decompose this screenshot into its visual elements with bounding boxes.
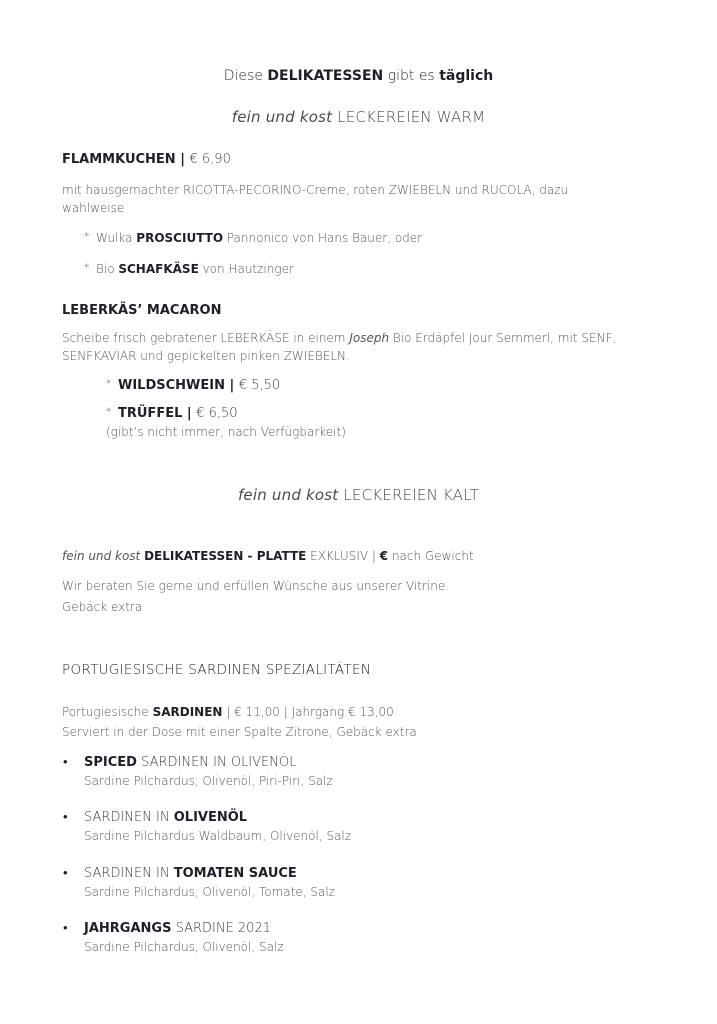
leberkaes-option-2-note: (gibt’s nicht immer, nach Verfügbarkeit) [106, 425, 346, 439]
bullet-icon: * [84, 230, 90, 243]
platte-euro: € [379, 549, 389, 563]
leberkaes-desc-line2: SENFKAVIAR und gepickelten pinken ZWIEBELN. [62, 349, 350, 363]
section-heading-kalt [0, 486, 717, 504]
flammkuchen-title [62, 152, 231, 167]
sardinen-intro-line2: Serviert in der Dose mit einer Spalte Zitrone, Gebäck extra [62, 725, 417, 739]
sardine-item-title [84, 755, 296, 770]
dish-name: FLAMMKUCHEN [62, 152, 176, 167]
option-text: Bio [96, 262, 119, 276]
sardine-item-desc: Sardine Pilchardus, Olivenöl, Salz [84, 940, 284, 954]
desc-italic: Joseph [349, 331, 390, 345]
bullet-icon: • [63, 866, 68, 881]
option-text-post: von Hautzinger [198, 262, 294, 276]
item-text-post: SARDINE 2021 [171, 921, 271, 936]
item-bold: SPICED [84, 755, 137, 770]
sardine-item-title [84, 810, 247, 825]
title-bold-2: täglich [439, 68, 494, 84]
option-price: € 6,50 [196, 406, 238, 421]
bullet-icon: • [63, 755, 68, 770]
item-bold: OLIVENÖL [173, 810, 248, 825]
desc-text-post: Bio Erdäpfel Jour Semmerl, mit SENF, [389, 331, 617, 345]
section-heading-caps: LECKEREIEN KALT [343, 486, 480, 504]
sardine-item-desc: Sardine Pilchardus Waldbaum, Olivenöl, Salz [84, 829, 352, 843]
platte-bold: DELIKATESSEN - PLATTE [144, 549, 307, 563]
intro-bold: SARDINEN [152, 705, 223, 719]
intro-text: Portugiesische [62, 705, 153, 719]
platte-text: EXKLUSIV | [306, 549, 380, 563]
title-text-mid: gibt es [383, 68, 440, 84]
platte-desc-line2: Gebäck extra [62, 600, 143, 614]
dish-price: € 6,90 [189, 152, 231, 167]
section-heading-italic: fein und kost [231, 108, 338, 126]
option-name: TRÜFFEL [118, 406, 183, 421]
bullet-icon: * [106, 405, 112, 418]
flammkuchen-desc-line2: wahlweise [62, 201, 125, 215]
separator: | [224, 378, 239, 393]
title-text: Diese [223, 68, 268, 84]
leberkaes-title: LEBERKÄS’ MACARON [62, 303, 222, 318]
sardine-item-title [84, 921, 271, 936]
platte-italic: fein und kost [62, 549, 145, 563]
item-bold: TOMATEN SAUCE [173, 866, 297, 881]
bullet-icon: • [63, 921, 68, 936]
platte-price: nach Gewicht [388, 549, 474, 563]
leberkaes-desc-line1 [62, 331, 616, 345]
platte-title [62, 549, 474, 563]
separator: | [182, 406, 197, 421]
separator: | [222, 705, 235, 719]
bullet-icon: * [106, 377, 112, 390]
option-price: € 5,50 [238, 378, 281, 393]
separator: | [175, 152, 190, 167]
flammkuchen-option-2 [96, 262, 294, 276]
option-text-post: Pannonico von Hans Bauer, oder [223, 231, 423, 245]
item-text: SARDINEN IN [84, 810, 174, 825]
section-heading-caps: LECKEREIEN WARM [337, 108, 486, 126]
flammkuchen-desc-line1: mit hausgemachter RICOTTA-PECORINO-Creme, roten ZWIEBELN und RUCOLA, dazu [62, 183, 569, 197]
section-heading-warm [0, 108, 717, 126]
leberkaes-option-1 [118, 378, 280, 393]
intro-price-2: € 13,00 [348, 705, 394, 719]
title-bold: DELIKATESSEN [267, 68, 384, 84]
item-bold: JAHRGANGS [84, 921, 172, 936]
sardine-item-title [84, 866, 297, 881]
sardinen-intro [62, 705, 394, 719]
flammkuchen-option-1 [96, 231, 422, 245]
intro-price: € 11,00 [234, 705, 280, 719]
intro-text-mid: | Jahrgang [279, 705, 349, 719]
option-bold: PROSCIUTTO [136, 231, 224, 245]
leberkaes-option-2 [118, 406, 238, 421]
item-text-post: SARDINEN IN OLIVENÖL [136, 755, 297, 770]
bullet-icon: • [63, 810, 68, 825]
page-title [0, 68, 717, 84]
section-heading-italic: fein und kost [237, 486, 344, 504]
bullet-icon: * [84, 261, 90, 274]
sardine-item-desc: Sardine Pilchardus, Olivenöl, Tomate, Salz [84, 885, 335, 899]
option-name: WILDSCHWEIN [118, 378, 225, 393]
sardine-item-desc: Sardine Pilchardus, Olivenöl, Piri-Piri, Salz [84, 774, 333, 788]
option-text: Wulka [96, 231, 137, 245]
option-bold: SCHAFKÄSE [118, 262, 199, 276]
desc-text: Scheibe frisch gebratener LEBERKÄSE in einem [62, 331, 350, 345]
item-text: SARDINEN IN [84, 866, 174, 881]
platte-desc-line1: Wir beraten Sie gerne und erfüllen Wünsche aus unserer Vitrine. [62, 579, 450, 593]
sardinen-heading: PORTUGIESISCHE SARDINEN SPEZIALITÄTEN [62, 662, 372, 678]
